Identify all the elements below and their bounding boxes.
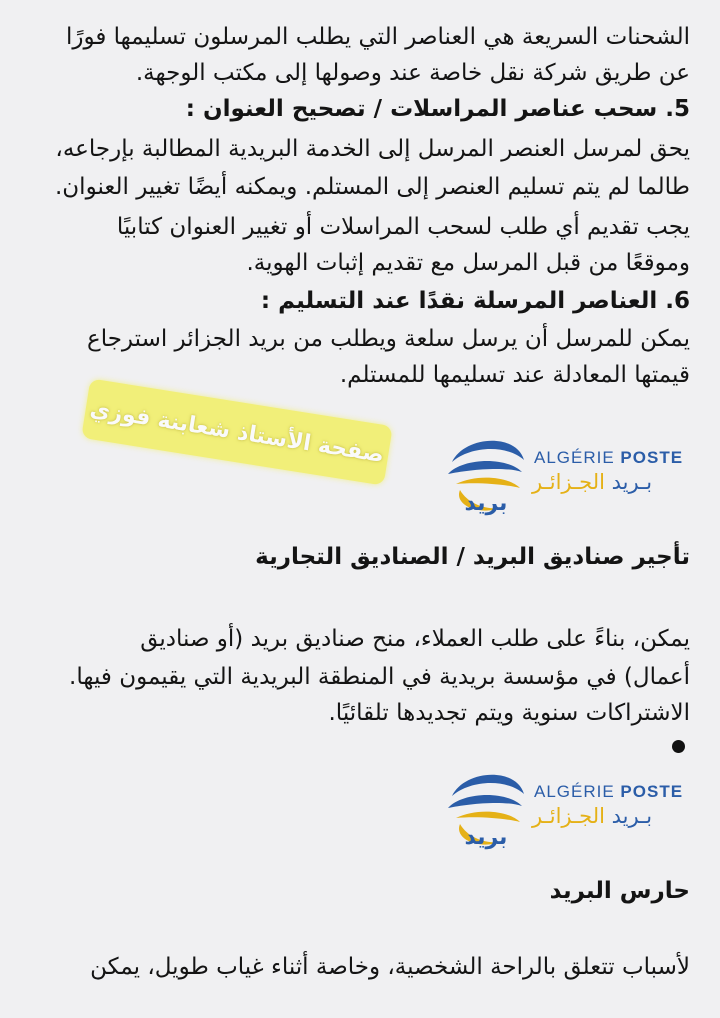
text-line: أعمال) في مؤسسة بريدية في المنطقة البريدية التي يقيمون فيها. xyxy=(69,664,690,690)
logo-arabic-word: بـريد xyxy=(611,470,653,494)
bullet-dot xyxy=(672,740,685,753)
text-line: الاشتراكات سنوية ويتم تجديدها تلقائيًا. xyxy=(328,700,690,726)
text-line: عن طريق شركة نقل خاصة عند وصولها إلى مكتب الوجهة. xyxy=(135,60,690,86)
author-watermark xyxy=(81,378,393,485)
text-line: قيمتها المعادلة عند تسليمها للمستلم. xyxy=(339,362,690,388)
text-line: لأسباب تتعلق بالراحة الشخصية، وخاصة أثناء غياب طويل، يمكن xyxy=(90,954,690,980)
text-line: وموقعًا من قبل المرسل مع تقديم إثبات الهوية. xyxy=(246,250,690,276)
algerie-poste-logo xyxy=(446,432,696,522)
text-line: يمكن، بناءً على طلب العملاء، منح صناديق بريد (أو صناديق xyxy=(140,626,690,652)
logo-latin-light: ALGÉRIE xyxy=(534,448,621,467)
text-line: طالما لم يتم تسليم العنصر إلى المستلم. ويمكنه أيضًا تغيير العنوان. xyxy=(54,174,690,200)
text-line: الشحنات السريعة هي العناصر التي يطلب المرسلون تسليمها فورًا xyxy=(65,24,690,50)
numbered-heading: 6. العناصر المرسلة نقدًا عند التسليم : xyxy=(260,288,690,314)
logo-arabic-word-yellow: الجـزائـر xyxy=(532,470,605,494)
logo-mark-icon xyxy=(446,432,530,522)
text-line: يحق لمرسل العنصر المرسل إلى الخدمة البريدية المطالبة بإرجاعه، xyxy=(55,136,690,162)
logo-latin-text xyxy=(534,782,683,802)
logo-arabic-text xyxy=(532,470,692,494)
logo-arabic-word-yellow: الجـزائـر xyxy=(532,804,605,828)
logo-latin-light: ALGÉRIE xyxy=(534,782,621,801)
numbered-heading: 5. سحب عناصر المراسلات / تصحيح العنوان : xyxy=(185,96,690,122)
logo-mark-icon xyxy=(446,766,530,856)
logo-latin-text xyxy=(534,448,683,468)
algerie-poste-logo xyxy=(446,766,696,856)
logo-latin-bold: POSTE xyxy=(620,448,684,467)
logo-arabic-word: بـريد xyxy=(611,804,653,828)
section-title: تأجير صناديق البريد / الصناديق التجارية xyxy=(255,544,690,570)
section-title: حارس البريد xyxy=(549,878,690,904)
logo-mark-text: بريد xyxy=(464,825,508,850)
logo-latin-bold: POSTE xyxy=(620,782,684,801)
logo-arabic-text xyxy=(532,804,692,828)
text-line: يمكن للمرسل أن يرسل سلعة ويطلب من بريد الجزائر استرجاع xyxy=(86,326,690,352)
logo-mark-text: بريد xyxy=(464,491,508,516)
watermark-text: صفحة الأستاذ شعابنة فوزي xyxy=(88,396,386,468)
text-line: يجب تقديم أي طلب لسحب المراسلات أو تغيير العنوان كتابيًا xyxy=(116,214,690,240)
